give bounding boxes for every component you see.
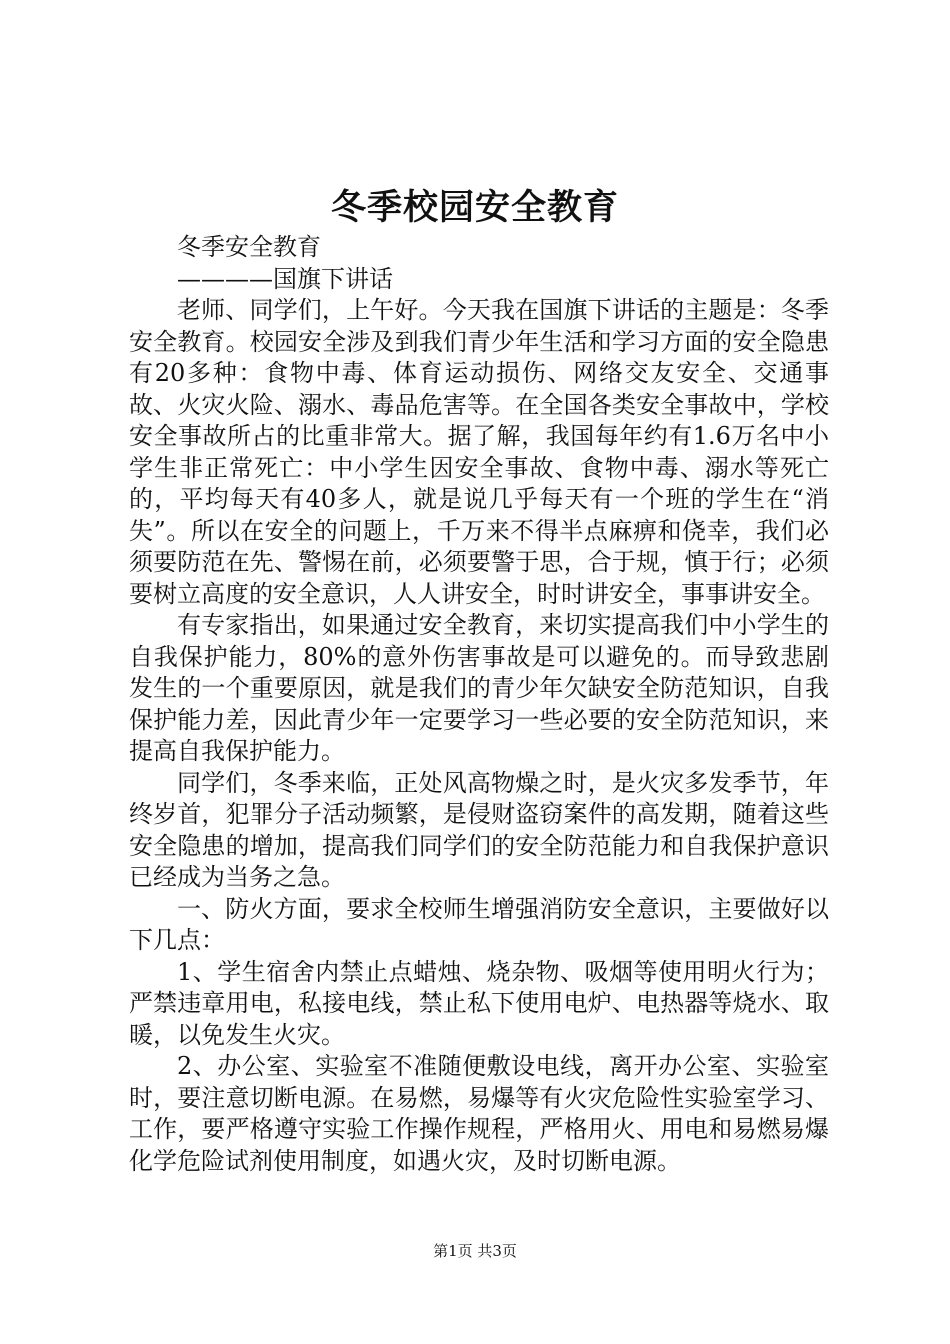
paragraph: 老师、同学们，上午好。今天我在国旗下讲话的主题是：冬季安全教育。校园安全涉及到我们青少年生活和学习方面的安全隐患有20多种：食物中毒、体育运动损伤、网络交友安全、交通事故、火灾火险、溺水、毒品危害等。在全国各类安全事故中，学校安全事故所占的比重非常大。据了解，我国每年约有1.6万名中小学生非正常死亡：中小学生因安全事故、食物中毒、溺水等死亡的，平均每天有40多人，就是说几乎每天有一个班的学生在“消失”。所以在安全的问题上，千万来不得半点麻痹和侥幸，我们必须要防范在先、警惕在前，必须要警于思，合于规，慎于行；必须要树立高度的安全意识，人人讲安全，时时讲安全，事事讲安全。 — [129, 296, 829, 608]
paragraph: 同学们，冬季来临，正处风高物燥之时，是火灾多发季节，年终岁首，犯罪分子活动频繁，是侵财盗窃案件的高发期，随着这些安全隐患的增加，提高我们同学们的安全防范能力和自我保护意识已经成为当务之急。 — [129, 768, 829, 891]
document-title: 冬季校园安全教育 — [330, 187, 619, 228]
section-heading: 一、防火方面，要求全校师生增强消防安全意识，主要做好以下几点： — [129, 894, 829, 954]
subtitle-line: 冬季安全教育 — [177, 233, 321, 261]
subtitle-speech-line: ————国旗下讲话 — [177, 264, 393, 293]
paragraph: 有专家指出，如果通过安全教育，来切实提高我们中小学生的自我保护能力，80%的意外伤害事故是可以避免的。而导致悲剧发生的一个重要原因，就是我们的青少年欠缺安全防范知识，自我保护能力差，因此青少年一定要学习一些必要的安全防范知识，来提高自我保护能力。 — [129, 611, 829, 765]
page-footer: 第1页 共3页 — [433, 1242, 517, 1260]
list-item: 1、学生宿舍内禁止点蜡烛、烧杂物、吸烟等使用明火行为；严禁违章用电，私接电线，禁止私下使用电炉、电热器等烧水、取暖，以免发生火灾。 — [129, 957, 829, 1049]
list-item: 2、办公室、实验室不准随便敷设电线，离开办公室、实验室时，要注意切断电源。在易燃，易爆等有火灾危险性实验室学习、工作，要严格遵守实验工作操作规程，严格用火、用电和易燃易爆化学危险试剂使用制度，如遇火灾，及时切断电源。 — [129, 1052, 829, 1175]
document-body — [129, 232, 829, 1177]
